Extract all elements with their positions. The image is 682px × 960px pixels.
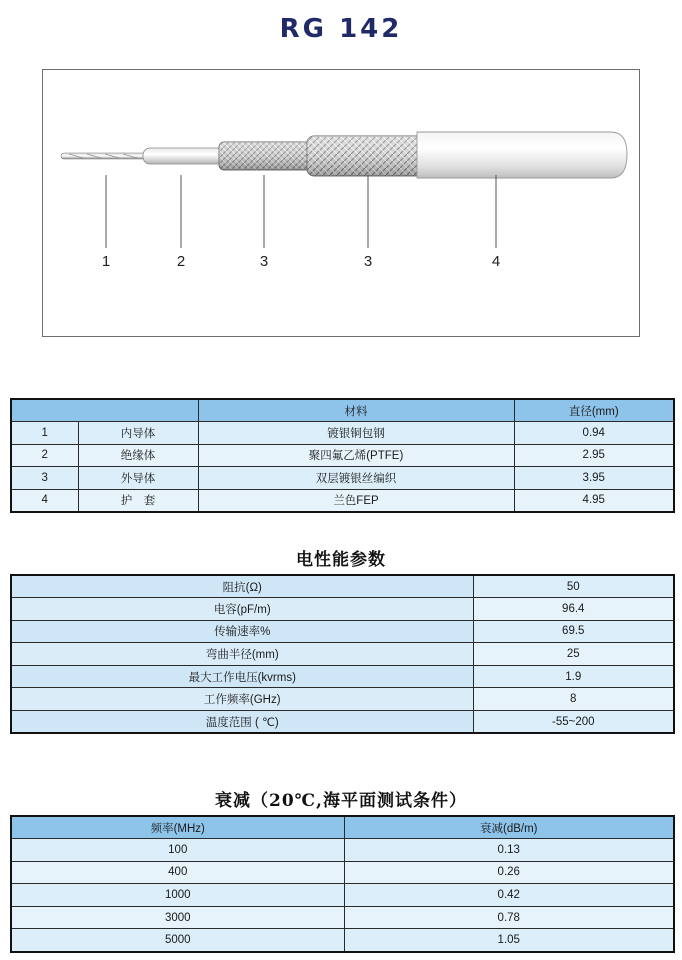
table-row xyxy=(11,884,674,907)
cable-diagram xyxy=(42,69,640,337)
header-frequency: 频率(MHz) xyxy=(11,816,344,839)
outer-conductor-braid-1 xyxy=(219,142,313,170)
row-number: 1 xyxy=(11,422,78,445)
row-number: 2 xyxy=(11,444,78,467)
param-value: 8 xyxy=(473,688,674,711)
part-name: 绝缘体 xyxy=(78,444,198,467)
electrical-section-title: 电性能参数 xyxy=(296,550,386,570)
table-row xyxy=(11,444,674,467)
cable-illustration xyxy=(43,70,641,338)
table-row xyxy=(11,467,674,490)
param-value: 96.4 xyxy=(473,598,674,621)
attenuation-value: 0.13 xyxy=(344,839,674,862)
table-row xyxy=(11,620,674,643)
table-row xyxy=(11,575,674,598)
table-row xyxy=(11,643,674,666)
diameter: 4.95 xyxy=(514,489,674,512)
material: 镀银铜包钢 xyxy=(198,422,514,445)
table-row xyxy=(11,861,674,884)
part-label-2: 2 xyxy=(176,253,186,270)
table-row xyxy=(11,688,674,711)
jacket xyxy=(417,132,627,178)
diameter: 2.95 xyxy=(514,444,674,467)
page-title: RG 142 xyxy=(279,14,403,44)
table-row xyxy=(11,711,674,734)
construction-header-material: 材料 xyxy=(198,399,514,422)
electrical-table xyxy=(10,574,675,734)
frequency: 400 xyxy=(11,861,344,884)
attenuation-table xyxy=(10,815,675,953)
param-name: 传输速率% xyxy=(11,620,473,643)
table-row xyxy=(11,422,674,445)
param-value: -55~200 xyxy=(473,711,674,734)
construction-header-blank xyxy=(11,399,198,422)
attenuation-section-title: 衰减（20℃,海平面测试条件） xyxy=(215,791,467,811)
diameter: 3.95 xyxy=(514,467,674,490)
part-name: 外导体 xyxy=(78,467,198,490)
leader-lines xyxy=(106,175,496,248)
material: 兰色FEP xyxy=(198,489,514,512)
attenuation-header-row xyxy=(11,816,674,839)
attenuation-value: 0.78 xyxy=(344,906,674,929)
row-number: 4 xyxy=(11,489,78,512)
frequency: 3000 xyxy=(11,906,344,929)
param-value: 50 xyxy=(473,575,674,598)
part-label-3a: 3 xyxy=(259,253,269,270)
part-name: 内导体 xyxy=(78,422,198,445)
material: 双层镀银丝编织 xyxy=(198,467,514,490)
table-row xyxy=(11,906,674,929)
frequency: 5000 xyxy=(11,929,344,952)
part-label-4: 4 xyxy=(491,253,501,270)
construction-header-row xyxy=(11,399,674,422)
outer-conductor-braid-2 xyxy=(307,136,425,176)
frequency: 1000 xyxy=(11,884,344,907)
attenuation-value: 1.05 xyxy=(344,929,674,952)
table-row xyxy=(11,665,674,688)
param-name: 工作频率(GHz) xyxy=(11,688,473,711)
construction-header-diameter: 直径(mm) xyxy=(514,399,674,422)
param-name: 最大工作电压(kvrms) xyxy=(11,665,473,688)
row-number: 3 xyxy=(11,467,78,490)
material: 聚四氟乙烯(PTFE) xyxy=(198,444,514,467)
param-name: 阻抗(Ω) xyxy=(11,575,473,598)
header-attenuation: 衰减(dB/m) xyxy=(344,816,674,839)
param-value: 69.5 xyxy=(473,620,674,643)
attenuation-value: 0.26 xyxy=(344,861,674,884)
table-row xyxy=(11,839,674,862)
param-value: 25 xyxy=(473,643,674,666)
part-name: 护 套 xyxy=(78,489,198,512)
construction-table xyxy=(10,398,675,513)
table-row xyxy=(11,598,674,621)
inner-conductor xyxy=(61,153,147,159)
insulation xyxy=(143,148,225,164)
param-value: 1.9 xyxy=(473,665,674,688)
part-label-1: 1 xyxy=(101,253,111,270)
param-name: 电容(pF/m) xyxy=(11,598,473,621)
part-label-3b: 3 xyxy=(363,253,373,270)
attenuation-value: 0.42 xyxy=(344,884,674,907)
table-row xyxy=(11,929,674,952)
diameter: 0.94 xyxy=(514,422,674,445)
param-name: 温度范围 ( ℃) xyxy=(11,711,473,734)
frequency: 100 xyxy=(11,839,344,862)
param-name: 弯曲半径(mm) xyxy=(11,643,473,666)
table-row xyxy=(11,489,674,512)
